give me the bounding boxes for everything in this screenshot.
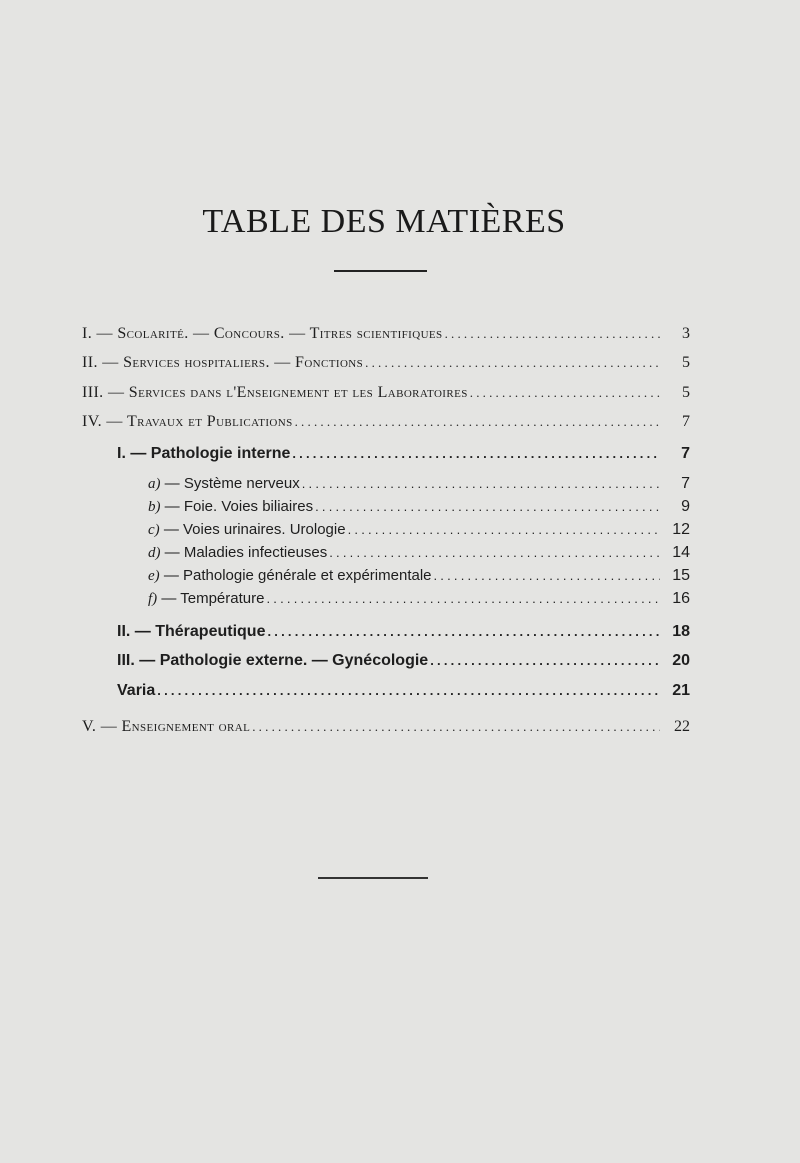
entry-title: Varia bbox=[117, 682, 156, 699]
entry-title: Scolarité. — Concours. — Titres scientifiques bbox=[117, 325, 443, 342]
page-number: 7 bbox=[681, 445, 690, 462]
entry-title: — Voies urinaires. Urologie bbox=[163, 521, 346, 538]
dot-leader bbox=[434, 568, 661, 583]
page-number: 18 bbox=[672, 623, 690, 640]
page-number: 14 bbox=[672, 544, 690, 561]
page-number: 21 bbox=[672, 682, 690, 699]
entry-title: Enseignement oral bbox=[121, 718, 251, 735]
page-number: 16 bbox=[672, 590, 690, 607]
toc-entry[interactable] bbox=[82, 718, 690, 736]
page-title: TABLE DES MATIÈRES bbox=[202, 203, 566, 240]
entry-title: — Température bbox=[161, 590, 265, 607]
toc-subsubentry[interactable] bbox=[148, 544, 690, 562]
entry-number: I. — bbox=[117, 445, 147, 462]
toc-subentry[interactable] bbox=[117, 682, 690, 700]
entry-title: Services hospitaliers. — Fonctions bbox=[123, 354, 364, 371]
entry-letter: c) bbox=[148, 522, 160, 538]
entry-title: Pathologie interne bbox=[150, 445, 291, 462]
page-number: 12 bbox=[672, 521, 690, 538]
dot-leader bbox=[315, 499, 660, 514]
toc-subsubentry[interactable] bbox=[148, 498, 690, 516]
entry-title: — Système nerveux bbox=[164, 475, 300, 492]
toc-subsubentry[interactable] bbox=[148, 521, 690, 539]
toc-entry[interactable] bbox=[82, 325, 690, 343]
toc-subsubentry[interactable] bbox=[148, 475, 690, 493]
page-number: 7 bbox=[681, 475, 690, 492]
title-divider bbox=[334, 270, 427, 272]
dot-leader bbox=[348, 522, 660, 537]
dot-leader bbox=[365, 355, 660, 371]
dot-leader bbox=[157, 683, 660, 698]
entry-title: Services dans l'Enseignement et les Laboratoires bbox=[128, 384, 468, 401]
entry-letter: f) bbox=[148, 591, 158, 607]
toc-subentry[interactable] bbox=[117, 652, 690, 670]
page-number: 3 bbox=[682, 325, 690, 342]
page-number: 9 bbox=[681, 498, 690, 515]
entry-title: — Maladies infectieuses bbox=[164, 544, 328, 561]
entry-title: Thérapeutique bbox=[155, 623, 266, 640]
entry-letter: a) bbox=[148, 476, 161, 492]
entry-number: II. — bbox=[82, 354, 119, 371]
entry-number: II. — bbox=[117, 623, 151, 640]
dot-leader bbox=[302, 476, 660, 491]
dot-leader bbox=[470, 385, 660, 401]
dot-leader bbox=[445, 326, 660, 342]
entry-title: — Foie. Voies biliaires bbox=[164, 498, 314, 515]
toc-entry[interactable] bbox=[82, 413, 690, 431]
toc-entry[interactable] bbox=[82, 354, 690, 372]
entry-letter: e) bbox=[148, 568, 160, 584]
entry-number: IV. — bbox=[82, 413, 123, 430]
entry-letter: b) bbox=[148, 499, 161, 515]
entry-number: V. — bbox=[82, 718, 118, 735]
entry-title: Travaux et Publications bbox=[126, 413, 293, 430]
dot-leader bbox=[266, 591, 660, 606]
page-number: 22 bbox=[674, 718, 690, 735]
bottom-divider bbox=[318, 877, 428, 879]
dot-leader bbox=[252, 719, 660, 735]
page-number: 5 bbox=[682, 354, 690, 371]
page-number: 7 bbox=[682, 413, 690, 430]
page-number: 5 bbox=[682, 384, 690, 401]
entry-letter: d) bbox=[148, 545, 161, 561]
page-number: 20 bbox=[672, 652, 690, 669]
dot-leader bbox=[430, 653, 660, 668]
page-number: 15 bbox=[672, 567, 690, 584]
dot-leader bbox=[267, 624, 660, 639]
toc-entry[interactable] bbox=[82, 384, 690, 402]
toc-subsubentry[interactable] bbox=[148, 567, 690, 585]
dot-leader bbox=[292, 446, 660, 461]
dot-leader bbox=[295, 414, 660, 430]
dot-leader bbox=[329, 545, 660, 560]
entry-number: I. — bbox=[82, 325, 113, 342]
toc-subentry[interactable] bbox=[117, 623, 690, 641]
toc-subentry[interactable] bbox=[117, 445, 690, 463]
entry-title: Pathologie externe. — Gynécologie bbox=[159, 652, 429, 669]
toc-subsubentry[interactable] bbox=[148, 590, 690, 608]
entry-number: III. — bbox=[117, 652, 156, 669]
entry-number: III. — bbox=[82, 384, 125, 401]
entry-title: — Pathologie générale et expérimentale bbox=[163, 567, 432, 584]
